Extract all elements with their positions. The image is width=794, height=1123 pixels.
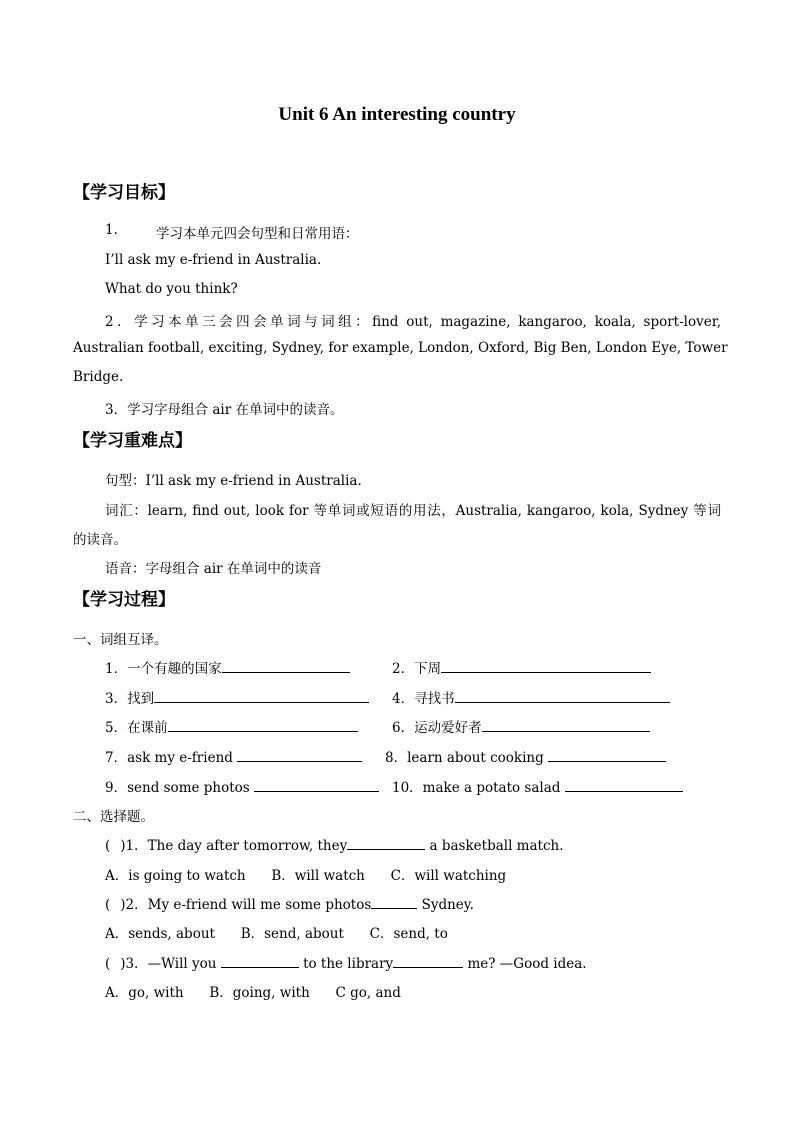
- translation-item: [105, 687, 369, 707]
- question-2-stem: )2．My e-friend will me some photos: [120, 897, 372, 913]
- translation-label: 5．在课前: [105, 720, 168, 736]
- answer-blank[interactable]: [441, 659, 651, 673]
- translation-item: [385, 746, 666, 766]
- goal-item-3: 3．学习字母组合 air 在单词中的读音。: [105, 402, 344, 418]
- goal-item-2-line-1: 2．学习本单三会四会单词与词组：find out, magazine, kangaroo, koala, sport-lover,: [105, 314, 721, 330]
- goal-item-2-line-2: Australian football, exciting, Sydney, for example, London, Oxford, Big Ben, London Eye, Tower: [73, 340, 728, 356]
- answer-blank[interactable]: [347, 836, 425, 850]
- answer-blank[interactable]: [254, 778, 379, 792]
- heading-learning-goals: 【学习目标】: [73, 183, 175, 203]
- key-sentence-pattern: 句型：I’ll ask my e-friend in Australia.: [105, 473, 362, 489]
- goal-item-1-number: 1.: [105, 222, 118, 238]
- page-title: Unit 6 An interesting country: [278, 104, 516, 125]
- heading-learning-process: 【学习过程】: [73, 590, 175, 610]
- translation-label: 4．寻找书: [392, 691, 455, 707]
- key-vocab-line-2: 的读音。: [73, 532, 127, 548]
- translation-item: [105, 716, 358, 736]
- answer-blank[interactable]: [565, 778, 683, 792]
- answer-blank[interactable]: [482, 718, 650, 732]
- translation-item: [392, 776, 683, 796]
- answer-blank[interactable]: [455, 689, 670, 703]
- answer-blank[interactable]: [371, 895, 417, 909]
- answer-blank[interactable]: [393, 954, 463, 968]
- question-3-options: A．go, with B．going, with C go, and: [105, 985, 401, 1001]
- question-2: [105, 893, 474, 913]
- question-1-options: A．is going to watch B．will watch C．will watching: [105, 868, 507, 884]
- question-3-mid: to the library: [303, 956, 394, 972]
- answer-paren-open: (: [105, 838, 111, 854]
- answer-paren-open: (: [105, 956, 111, 972]
- translation-label: 2．下周: [392, 661, 442, 677]
- translation-label: 10．make a potato salad: [392, 780, 561, 796]
- question-3-stem: )3．—Will you: [120, 956, 217, 972]
- translation-label: 6．运动爱好者: [392, 720, 482, 736]
- translation-item: [392, 687, 670, 707]
- key-phonics: 语音：字母组合 air 在单词中的读音: [105, 561, 322, 577]
- key-vocab-line-1: 词汇：learn, find out, look for 等单词或短语的用法，Australia, kangaroo, kola, Sydney 等词: [105, 503, 721, 519]
- question-3-tail: me? —Good idea.: [467, 956, 587, 972]
- question-2-options: A．sends, about B．send, about C．send, to: [105, 926, 448, 942]
- answer-blank[interactable]: [221, 954, 299, 968]
- goal-item-1-text: 学习本单元四会句型和日常用语：: [156, 226, 359, 242]
- question-1: [105, 834, 564, 854]
- translation-item: [105, 746, 362, 766]
- answer-blank[interactable]: [237, 748, 362, 762]
- answer-blank[interactable]: [548, 748, 666, 762]
- translation-label: 3．找到: [105, 691, 155, 707]
- answer-blank[interactable]: [154, 689, 369, 703]
- goal-sentence-1: I’ll ask my e-friend in Australia.: [105, 252, 322, 268]
- part-1-title: 一、词组互译。: [73, 632, 168, 648]
- translation-item: [105, 776, 379, 796]
- translation-item: [105, 657, 350, 677]
- part-2-title: 二、选择题。: [73, 809, 154, 825]
- translation-item: [392, 716, 650, 736]
- answer-blank[interactable]: [222, 659, 350, 673]
- translation-label: 8．learn about cooking: [385, 750, 544, 766]
- goal-item-2-line-3: Bridge.: [73, 369, 124, 385]
- translation-label: 7．ask my e-friend: [105, 750, 233, 766]
- answer-blank[interactable]: [168, 718, 358, 732]
- question-1-stem: )1．The day after tomorrow, they: [120, 838, 348, 854]
- translation-item: [392, 657, 651, 677]
- question-2-tail: Sydney.: [421, 897, 474, 913]
- heading-key-points: 【学习重难点】: [73, 431, 192, 451]
- answer-paren-open: (: [105, 897, 111, 913]
- translation-label: 1．一个有趣的国家: [105, 661, 222, 677]
- question-1-tail: a basketball match.: [429, 838, 564, 854]
- question-3: [105, 952, 587, 972]
- translation-label: 9．send some photos: [105, 780, 250, 796]
- goal-sentence-2: What do you think?: [105, 281, 238, 297]
